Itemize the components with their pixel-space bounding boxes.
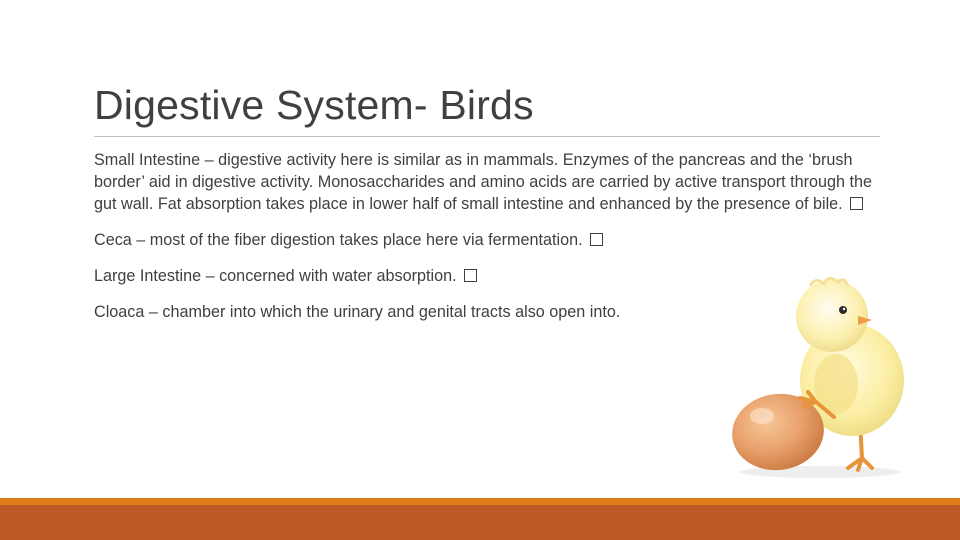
- slide-title: Digestive System- Birds: [94, 82, 534, 128]
- chick-with-egg-image: [730, 272, 910, 482]
- paragraph-text: Ceca – most of the fiber digestion takes place here via fermentation.: [94, 231, 583, 249]
- footer-bar: [0, 505, 960, 540]
- footer-accent-bar: [0, 498, 960, 505]
- paragraph-text: Cloaca – chamber into which the urinary and genital tracts also open into.: [94, 303, 621, 321]
- placeholder-box-icon: [590, 233, 603, 246]
- placeholder-box-icon: [850, 197, 863, 210]
- placeholder-box-icon: [464, 269, 477, 282]
- chick-head: [796, 280, 868, 352]
- title-divider: [94, 136, 880, 137]
- paragraph-ceca: [94, 229, 884, 251]
- paragraph-text: Large Intestine – concerned with water absorption.: [94, 267, 457, 285]
- paragraph-text: Small Intestine – digestive activity here is similar as in mammals. Enzymes of the pancreas and the ‘brush border’ aid in digestive activity. Monosaccharides and amino acids are carried by active transport through the gut wall. Fat absorption takes place in lower half of small intestine and enhanced by the presence of bile.: [94, 151, 873, 213]
- paragraph-small-intestine: [94, 149, 884, 215]
- chick-eye: [839, 306, 847, 314]
